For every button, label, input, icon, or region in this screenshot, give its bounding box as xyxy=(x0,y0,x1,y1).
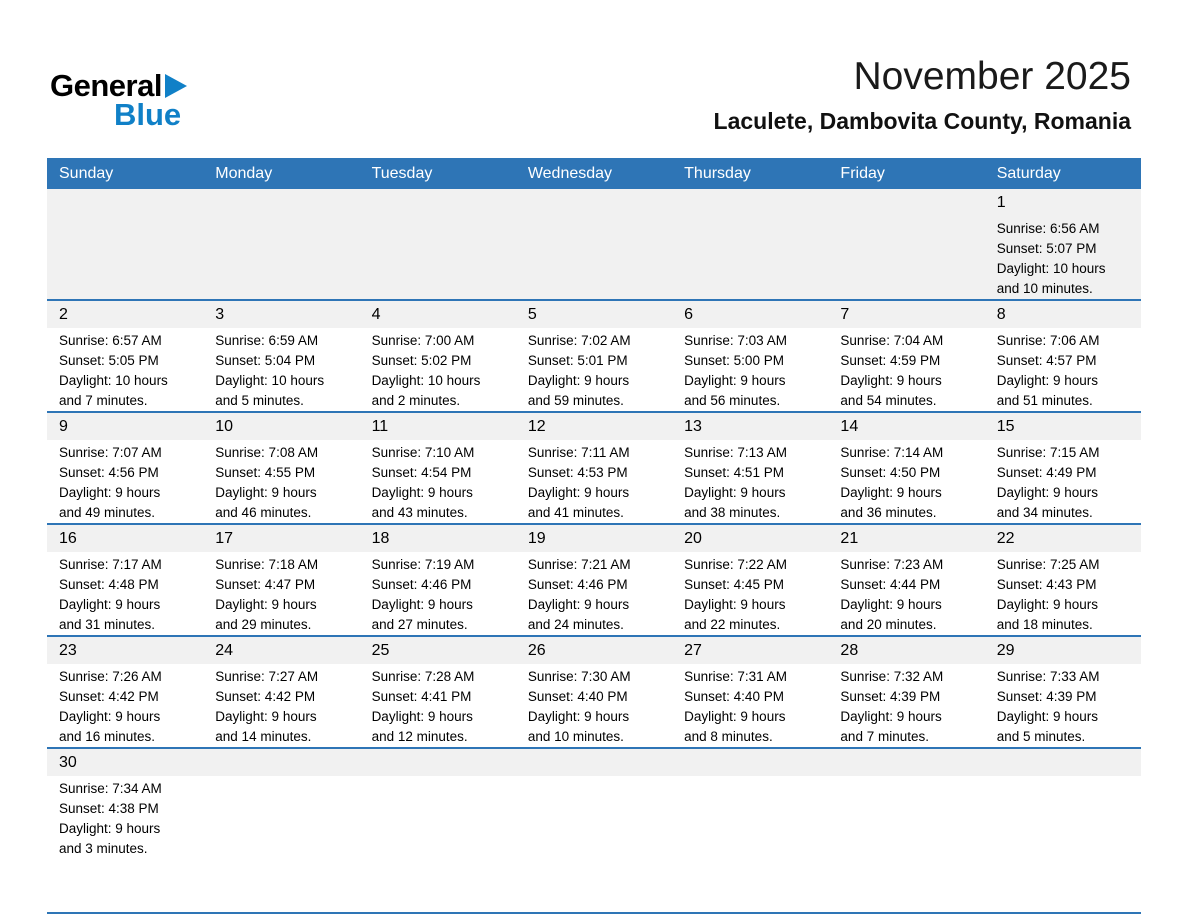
sunrise-text: Sunrise: 7:04 AM xyxy=(840,333,944,348)
sunrise-text: Sunrise: 7:13 AM xyxy=(684,445,787,460)
day-details xyxy=(828,328,984,411)
day-number: 6 xyxy=(684,305,694,323)
day-number: 25 xyxy=(371,641,390,659)
sunrise-text: Sunrise: 7:34 AM xyxy=(59,781,162,796)
week-row xyxy=(47,635,1141,747)
daylight-text-line1: Daylight: 9 hours xyxy=(684,373,786,388)
daylight-text-line1: Daylight: 9 hours xyxy=(371,597,473,612)
day-details xyxy=(516,552,672,635)
empty-day-cell xyxy=(47,189,203,299)
day-details xyxy=(828,664,984,747)
sunrise-text: Sunrise: 7:21 AM xyxy=(527,557,631,572)
daylight-text-line2: and 12 minutes. xyxy=(371,729,468,744)
daylight-text-line2: and 16 minutes. xyxy=(59,729,156,744)
sunset-text: Sunset: 4:39 PM xyxy=(840,689,941,704)
sunrise-text: Sunrise: 7:26 AM xyxy=(59,669,162,684)
day-details xyxy=(672,440,828,523)
day-details xyxy=(828,440,984,523)
sunset-text: Sunset: 4:42 PM xyxy=(59,689,159,704)
day-number: 20 xyxy=(684,529,702,547)
logo-text-blue: Blue xyxy=(114,97,182,132)
day-cell xyxy=(828,637,984,747)
daylight-text-line2: and 46 minutes. xyxy=(215,505,312,520)
daylight-text-line2: and 49 minutes. xyxy=(59,505,156,520)
sunset-text: Sunset: 4:40 PM xyxy=(527,689,628,704)
sunrise-text: Sunrise: 7:07 AM xyxy=(59,445,162,460)
daylight-text-line1: Daylight: 9 hours xyxy=(996,597,1099,612)
day-cell xyxy=(516,525,672,635)
week-row xyxy=(47,747,1141,912)
day-number: 7 xyxy=(840,305,850,323)
page-title: November 2025 xyxy=(853,55,1131,98)
day-cell xyxy=(828,301,984,411)
day-cell xyxy=(672,637,828,747)
day-cell xyxy=(985,525,1141,635)
sunset-text: Sunset: 4:51 PM xyxy=(684,465,784,480)
day-details xyxy=(985,664,1141,747)
day-cell xyxy=(985,189,1141,299)
sunset-text: Sunset: 4:48 PM xyxy=(59,577,159,592)
day-number: 28 xyxy=(840,641,859,659)
daylight-text-line1: Daylight: 9 hours xyxy=(996,373,1099,388)
empty-day-cell xyxy=(516,749,672,912)
week-row xyxy=(47,299,1141,411)
sunrise-text: Sunrise: 7:00 AM xyxy=(371,333,475,348)
daylight-text-line2: and 54 minutes. xyxy=(840,393,937,408)
day-cell xyxy=(203,525,359,635)
day-cell xyxy=(47,637,203,747)
day-details xyxy=(672,552,828,635)
daylight-text-line1: Daylight: 9 hours xyxy=(59,485,161,500)
day-number: 11 xyxy=(371,417,389,435)
sunset-text: Sunset: 4:47 PM xyxy=(215,577,316,592)
day-number: 10 xyxy=(215,417,234,435)
daylight-text-line2: and 20 minutes. xyxy=(840,617,937,632)
week-row xyxy=(47,411,1141,523)
day-details xyxy=(203,664,359,747)
sunset-text: Sunset: 4:49 PM xyxy=(996,465,1097,480)
sunset-text: Sunset: 4:44 PM xyxy=(840,577,941,592)
day-cell xyxy=(203,301,359,411)
empty-day-cell xyxy=(203,189,359,299)
sunset-text: Sunset: 4:40 PM xyxy=(684,689,784,704)
sunset-text: Sunset: 4:54 PM xyxy=(371,465,472,480)
sunset-text: Sunset: 5:07 PM xyxy=(996,241,1097,256)
daylight-text-line1: Daylight: 9 hours xyxy=(371,485,473,500)
sunset-text: Sunset: 4:38 PM xyxy=(59,801,159,816)
sunset-text: Sunset: 4:39 PM xyxy=(996,689,1097,704)
daylight-text-line1: Daylight: 9 hours xyxy=(527,485,630,500)
day-details xyxy=(516,440,672,523)
day-cell xyxy=(47,525,203,635)
day-number: 8 xyxy=(996,305,1006,323)
daylight-text-line2: and 5 minutes. xyxy=(215,393,304,408)
empty-day-cell xyxy=(203,749,359,912)
day-cell xyxy=(203,637,359,747)
daylight-text-line1: Daylight: 10 hours xyxy=(59,373,168,388)
day-cell xyxy=(47,749,203,912)
daylight-text-line1: Daylight: 10 hours xyxy=(371,373,481,388)
day-cell xyxy=(672,301,828,411)
day-cell xyxy=(360,413,516,523)
daylight-text-line1: Daylight: 9 hours xyxy=(840,597,942,612)
sunset-text: Sunset: 4:57 PM xyxy=(996,353,1097,368)
daylight-text-line1: Daylight: 9 hours xyxy=(527,709,630,724)
sunset-text: Sunset: 4:46 PM xyxy=(527,577,628,592)
sunrise-text: Sunrise: 7:25 AM xyxy=(996,557,1100,572)
empty-day-cell xyxy=(516,189,672,299)
day-details xyxy=(47,328,203,411)
daylight-text-line2: and 38 minutes. xyxy=(684,505,781,520)
sunset-text: Sunset: 5:00 PM xyxy=(684,353,784,368)
daylight-text-line2: and 7 minutes. xyxy=(840,729,929,744)
daylight-text-line2: and 10 minutes. xyxy=(996,281,1093,296)
day-number: 26 xyxy=(527,641,546,659)
daylight-text-line2: and 41 minutes. xyxy=(527,505,624,520)
weekday-wednesday: Wednesday xyxy=(527,164,613,182)
sunrise-text: Sunrise: 6:57 AM xyxy=(59,333,162,348)
day-details xyxy=(516,664,672,747)
daylight-text-line2: and 31 minutes. xyxy=(59,617,156,632)
day-cell xyxy=(672,413,828,523)
day-cell xyxy=(516,637,672,747)
day-number: 22 xyxy=(996,529,1015,547)
daylight-text-line1: Daylight: 9 hours xyxy=(371,709,473,724)
day-details xyxy=(47,552,203,635)
weekday-sunday: Sunday xyxy=(59,164,114,182)
day-details xyxy=(360,552,516,635)
weekday-friday: Friday xyxy=(840,164,885,182)
daylight-text-line1: Daylight: 9 hours xyxy=(59,597,161,612)
sunrise-text: Sunrise: 7:14 AM xyxy=(840,445,944,460)
empty-day-cell xyxy=(828,189,984,299)
daylight-text-line1: Daylight: 9 hours xyxy=(215,485,317,500)
day-number: 18 xyxy=(371,529,390,547)
sunset-text: Sunset: 5:04 PM xyxy=(215,353,316,368)
sunrise-text: Sunrise: 7:02 AM xyxy=(527,333,631,348)
sunset-text: Sunset: 4:50 PM xyxy=(840,465,941,480)
sunset-text: Sunset: 4:45 PM xyxy=(684,577,784,592)
generalblue-logo xyxy=(50,70,187,130)
daylight-text-line2: and 56 minutes. xyxy=(684,393,781,408)
daylight-text-line2: and 8 minutes. xyxy=(684,729,773,744)
sunset-text: Sunset: 4:41 PM xyxy=(371,689,472,704)
day-number: 19 xyxy=(527,529,546,547)
logo-flag-icon xyxy=(165,74,187,98)
weekday-thursday: Thursday xyxy=(684,164,751,182)
title-block xyxy=(714,56,1131,135)
daylight-text-line2: and 22 minutes. xyxy=(684,617,781,632)
day-details xyxy=(360,328,516,411)
day-details xyxy=(203,552,359,635)
daylight-text-line1: Daylight: 9 hours xyxy=(215,597,317,612)
daylight-text-line2: and 2 minutes. xyxy=(371,393,461,408)
day-number: 16 xyxy=(59,529,77,547)
day-number: 12 xyxy=(527,417,546,435)
daylight-text-line2: and 24 minutes. xyxy=(527,617,624,632)
day-details xyxy=(672,328,828,411)
day-details xyxy=(985,440,1141,523)
sunrise-text: Sunrise: 6:56 AM xyxy=(996,221,1100,236)
daylight-text-line2: and 14 minutes. xyxy=(215,729,312,744)
sunrise-text: Sunrise: 7:06 AM xyxy=(996,333,1100,348)
daylight-text-line1: Daylight: 9 hours xyxy=(684,485,786,500)
day-number: 21 xyxy=(840,529,859,547)
page-header xyxy=(0,0,1188,158)
day-cell xyxy=(985,413,1141,523)
day-cell xyxy=(985,637,1141,747)
daylight-text-line2: and 27 minutes. xyxy=(371,617,468,632)
day-number: 23 xyxy=(59,641,77,659)
daylight-text-line2: and 34 minutes. xyxy=(996,505,1093,520)
sunrise-text: Sunrise: 7:33 AM xyxy=(996,669,1100,684)
daylight-text-line1: Daylight: 9 hours xyxy=(215,709,317,724)
day-cell xyxy=(360,525,516,635)
weekday-monday: Monday xyxy=(215,164,273,182)
daylight-text-line2: and 29 minutes. xyxy=(215,617,312,632)
sunset-text: Sunset: 4:59 PM xyxy=(840,353,941,368)
sunrise-text: Sunrise: 7:03 AM xyxy=(684,333,787,348)
day-number: 30 xyxy=(59,753,77,771)
daylight-text-line1: Daylight: 9 hours xyxy=(527,373,630,388)
day-details xyxy=(47,776,203,859)
sunrise-text: Sunrise: 7:15 AM xyxy=(996,445,1100,460)
day-cell xyxy=(360,301,516,411)
sunset-text: Sunset: 4:53 PM xyxy=(527,465,628,480)
sunset-text: Sunset: 5:02 PM xyxy=(371,353,472,368)
day-number: 27 xyxy=(684,641,702,659)
daylight-text-line2: and 5 minutes. xyxy=(996,729,1086,744)
day-details xyxy=(203,328,359,411)
daylight-text-line1: Daylight: 9 hours xyxy=(996,709,1099,724)
day-details xyxy=(516,328,672,411)
day-number: 24 xyxy=(215,641,234,659)
logo-text-general: General xyxy=(50,68,162,103)
sunrise-text: Sunrise: 7:23 AM xyxy=(840,557,944,572)
day-number: 29 xyxy=(996,641,1015,659)
sunrise-text: Sunrise: 7:18 AM xyxy=(215,557,319,572)
day-details xyxy=(47,440,203,523)
empty-day-cell xyxy=(828,749,984,912)
day-number: 1 xyxy=(996,193,1006,211)
sunset-text: Sunset: 4:56 PM xyxy=(59,465,159,480)
day-details xyxy=(360,440,516,523)
day-details xyxy=(203,440,359,523)
daylight-text-line2: and 36 minutes. xyxy=(840,505,937,520)
daylight-text-line1: Daylight: 10 hours xyxy=(996,261,1106,276)
day-cell xyxy=(985,301,1141,411)
day-number: 2 xyxy=(59,305,68,323)
daylight-text-line1: Daylight: 10 hours xyxy=(215,373,325,388)
sunrise-text: Sunrise: 7:11 AM xyxy=(527,445,630,460)
location-subtitle: Laculete, Dambovita County, Romania xyxy=(713,107,1131,134)
day-cell xyxy=(672,525,828,635)
daylight-text-line2: and 7 minutes. xyxy=(59,393,148,408)
daylight-text-line1: Daylight: 9 hours xyxy=(996,485,1099,500)
daylight-text-line1: Daylight: 9 hours xyxy=(684,709,786,724)
sunrise-text: Sunrise: 7:31 AM xyxy=(684,669,787,684)
daylight-text-line2: and 18 minutes. xyxy=(996,617,1093,632)
daylight-text-line2: and 10 minutes. xyxy=(527,729,624,744)
daylight-text-line2: and 59 minutes. xyxy=(527,393,624,408)
day-number: 4 xyxy=(371,305,381,323)
day-number: 17 xyxy=(215,529,234,547)
day-number: 13 xyxy=(684,417,702,435)
empty-day-cell xyxy=(360,749,516,912)
day-cell xyxy=(47,413,203,523)
day-cell xyxy=(203,413,359,523)
day-number: 14 xyxy=(840,417,859,435)
week-row xyxy=(47,523,1141,635)
day-details xyxy=(985,328,1141,411)
empty-day-cell xyxy=(360,189,516,299)
day-cell xyxy=(516,413,672,523)
daylight-text-line1: Daylight: 9 hours xyxy=(840,373,942,388)
sunrise-text: Sunrise: 7:30 AM xyxy=(527,669,631,684)
daylight-text-line1: Daylight: 9 hours xyxy=(840,709,942,724)
empty-day-cell xyxy=(985,749,1141,912)
day-details xyxy=(985,216,1141,299)
sunrise-text: Sunrise: 7:28 AM xyxy=(371,669,475,684)
sunset-text: Sunset: 4:43 PM xyxy=(996,577,1097,592)
sunset-text: Sunset: 4:42 PM xyxy=(215,689,316,704)
weekday-saturday: Saturday xyxy=(996,164,1061,182)
empty-day-cell xyxy=(672,749,828,912)
sunrise-text: Sunrise: 7:08 AM xyxy=(215,445,319,460)
day-cell xyxy=(828,413,984,523)
day-number: 9 xyxy=(59,417,68,435)
daylight-text-line2: and 43 minutes. xyxy=(371,505,468,520)
day-details xyxy=(672,664,828,747)
week-row xyxy=(47,189,1141,299)
day-number: 5 xyxy=(527,305,537,323)
sunrise-text: Sunrise: 7:22 AM xyxy=(684,557,787,572)
sunrise-text: Sunrise: 7:27 AM xyxy=(215,669,319,684)
daylight-text-line1: Daylight: 9 hours xyxy=(684,597,786,612)
sunrise-text: Sunrise: 7:19 AM xyxy=(371,557,475,572)
day-details xyxy=(828,552,984,635)
daylight-text-line2: and 51 minutes. xyxy=(996,393,1093,408)
daylight-text-line1: Daylight: 9 hours xyxy=(59,709,161,724)
daylight-text-line2: and 3 minutes. xyxy=(59,841,148,856)
empty-day-cell xyxy=(672,189,828,299)
sunset-text: Sunset: 5:01 PM xyxy=(527,353,628,368)
sunrise-text: Sunrise: 6:59 AM xyxy=(215,333,319,348)
sunset-text: Sunset: 5:05 PM xyxy=(59,353,159,368)
day-details xyxy=(360,664,516,747)
calendar-body xyxy=(47,189,1141,914)
sunrise-text: Sunrise: 7:10 AM xyxy=(371,445,475,460)
day-cell xyxy=(516,301,672,411)
sunset-text: Sunset: 4:55 PM xyxy=(215,465,316,480)
day-cell xyxy=(360,637,516,747)
weekday-tuesday: Tuesday xyxy=(371,164,433,182)
daylight-text-line1: Daylight: 9 hours xyxy=(840,485,942,500)
sunset-text: Sunset: 4:46 PM xyxy=(371,577,472,592)
calendar xyxy=(47,158,1141,914)
daylight-text-line1: Daylight: 9 hours xyxy=(527,597,630,612)
day-cell xyxy=(47,301,203,411)
day-details xyxy=(985,552,1141,635)
day-details xyxy=(47,664,203,747)
day-number: 15 xyxy=(996,417,1015,435)
day-cell xyxy=(828,525,984,635)
sunrise-text: Sunrise: 7:32 AM xyxy=(840,669,944,684)
weekday-header-row xyxy=(47,158,1141,189)
day-number: 3 xyxy=(215,305,225,323)
sunrise-text: Sunrise: 7:17 AM xyxy=(59,557,162,572)
daylight-text-line1: Daylight: 9 hours xyxy=(59,821,161,836)
